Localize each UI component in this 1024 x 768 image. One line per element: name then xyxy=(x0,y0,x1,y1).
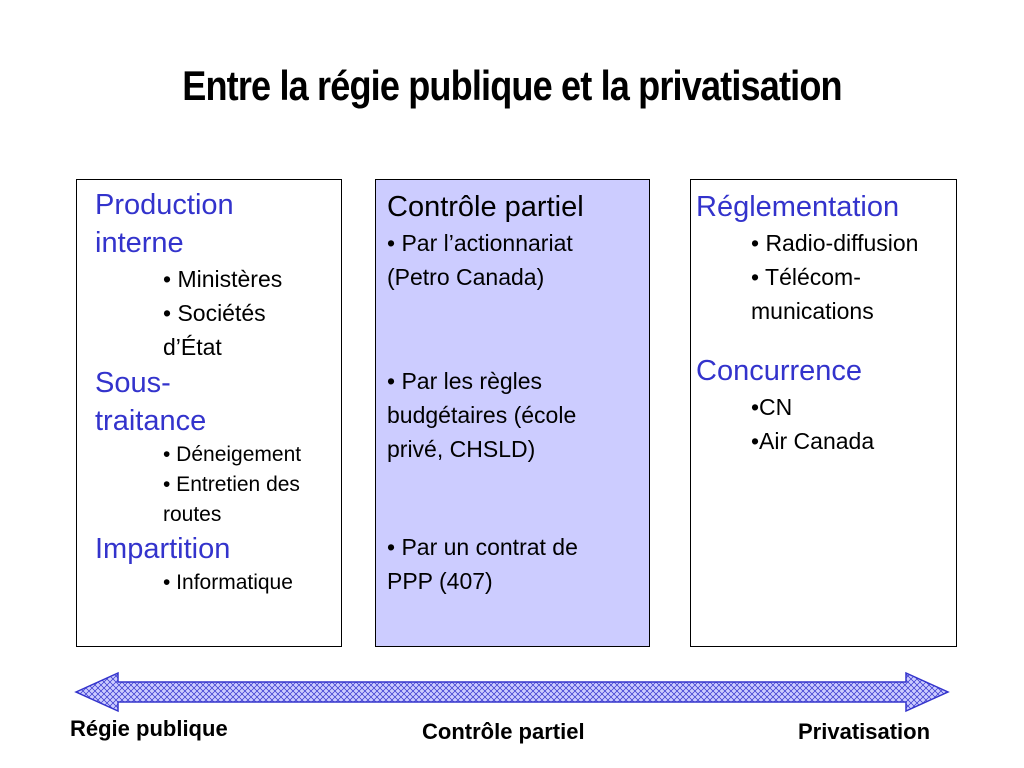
slide-title: Entre la régie publique et la privatisation xyxy=(182,62,842,109)
list-item-line: (Petro Canada) xyxy=(387,264,545,290)
public-production-box xyxy=(76,179,342,647)
heading-line: Sous- xyxy=(95,367,171,399)
list-item: •CN xyxy=(751,394,793,420)
heading-line: Production xyxy=(95,189,234,221)
list-item xyxy=(387,530,649,598)
list-item: • Télécom- xyxy=(751,264,861,290)
list-item: •Air Canada xyxy=(751,428,875,454)
list-item xyxy=(387,226,649,294)
partial-control-box xyxy=(375,179,650,647)
heading-production-interne xyxy=(95,186,335,262)
arrow-shape xyxy=(76,673,948,711)
list-item: d’État xyxy=(163,334,222,360)
heading-line: interne xyxy=(95,227,184,259)
list-item: • Entretien des xyxy=(163,473,300,496)
list-item: • Ministères xyxy=(163,266,283,292)
list-item: • Déneigement xyxy=(163,443,302,466)
list-item-line: • Par les règles xyxy=(387,368,543,394)
heading-controle-partiel: Contrôle partiel xyxy=(387,191,584,223)
axis-label-left: Régie publique xyxy=(70,716,228,741)
heading-impartition: Impartition xyxy=(95,533,231,565)
list-item: • Sociétés xyxy=(163,300,266,326)
list-item: routes xyxy=(163,503,222,526)
list-item-line: budgétaires (école xyxy=(387,402,577,428)
list-item-line: PPP (407) xyxy=(387,568,493,594)
axis-label-mid: Contrôle partiel xyxy=(422,719,585,744)
heading-sous-traitance xyxy=(95,364,335,440)
list-item-line: privé, CHSLD) xyxy=(387,436,536,462)
privatisation-box xyxy=(690,179,957,647)
double-arrow-icon xyxy=(74,670,950,714)
list-item: • Informatique xyxy=(163,571,293,594)
axis-label-right: Privatisation xyxy=(798,719,931,744)
heading-reglementation: Réglementation xyxy=(696,191,900,223)
list-item: munications xyxy=(751,298,874,324)
list-item-line: • Par un contrat de xyxy=(387,534,578,560)
list-item: • Radio-diffusion xyxy=(751,230,919,256)
list-item-line: • Par l’actionnariat xyxy=(387,230,573,256)
heading-concurrence: Concurrence xyxy=(696,355,863,387)
list-item xyxy=(387,364,649,466)
heading-line: traitance xyxy=(95,405,207,437)
